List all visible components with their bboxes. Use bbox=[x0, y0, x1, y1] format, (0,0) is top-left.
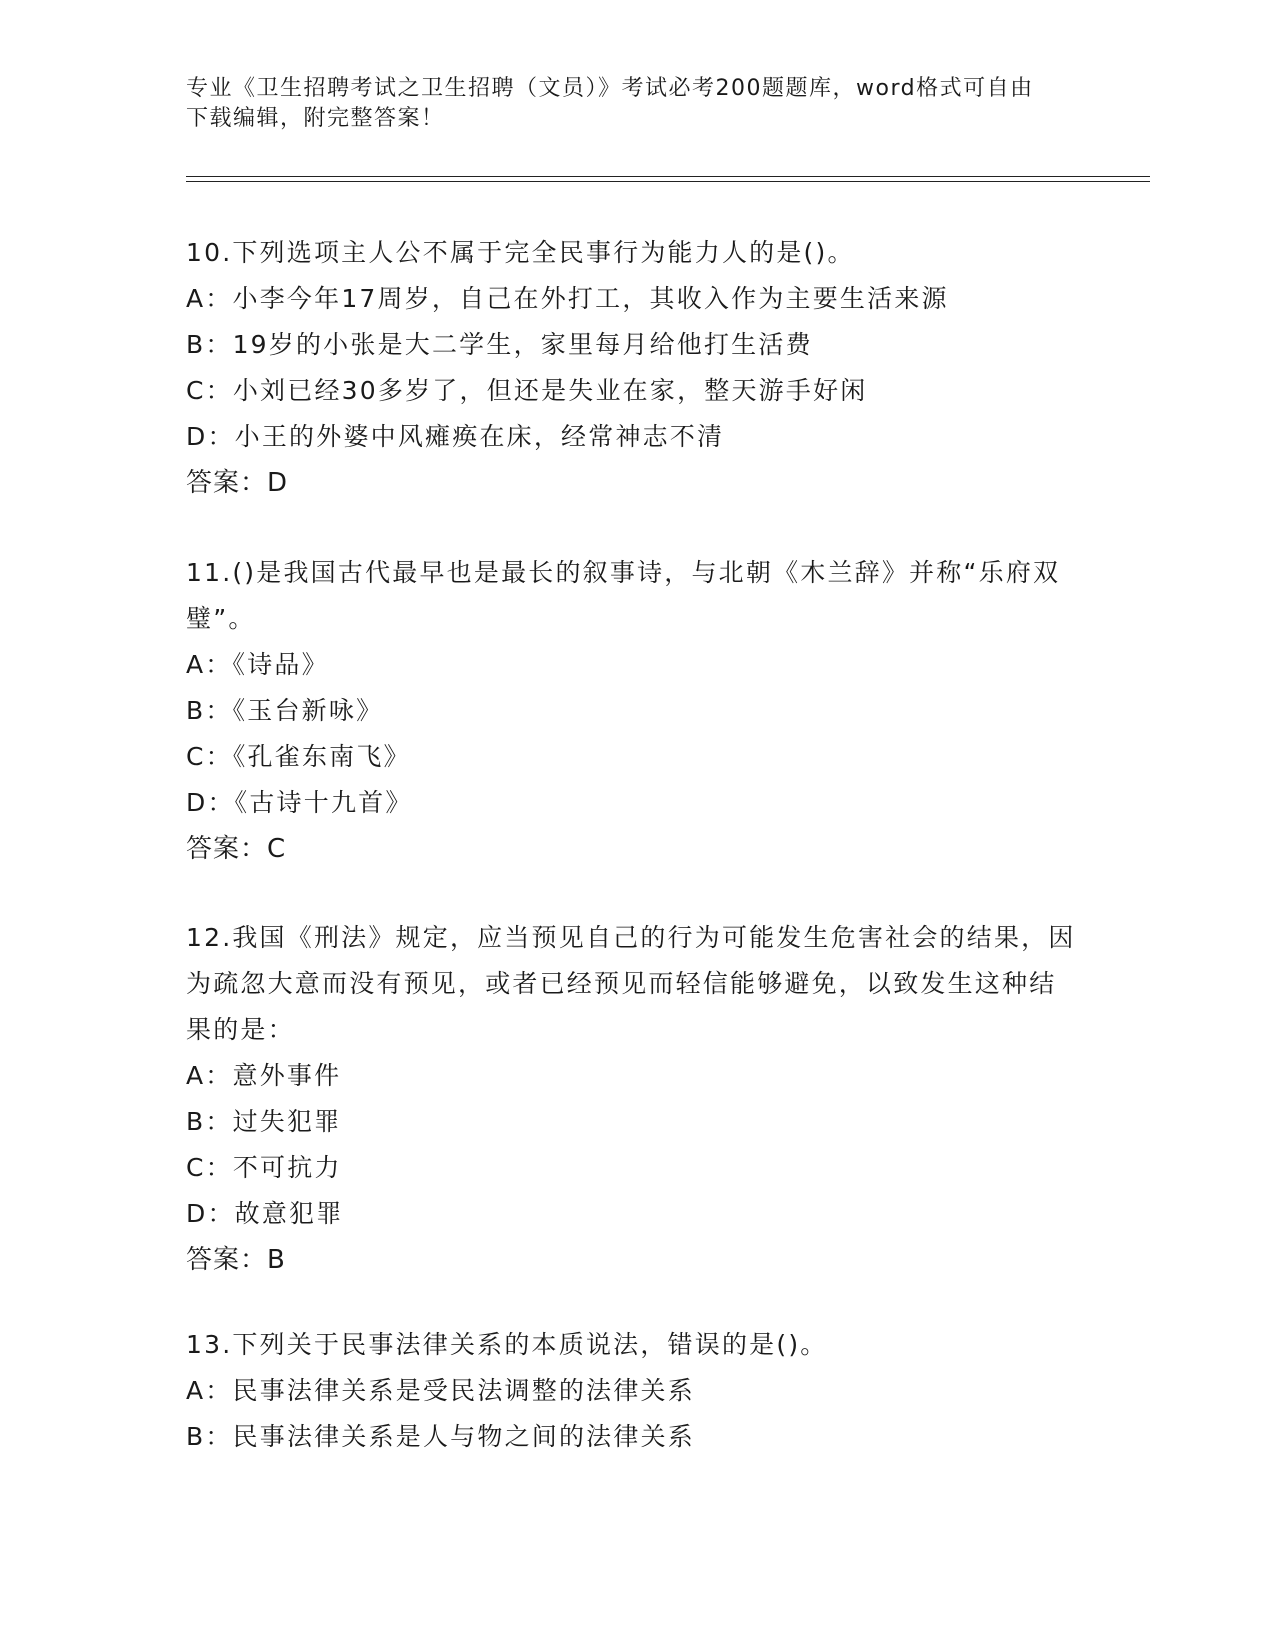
answer-line: 答案：D bbox=[186, 468, 289, 498]
option-key: C： bbox=[186, 376, 233, 405]
option-key: D： bbox=[186, 422, 235, 451]
option-text: 19岁的小张是大二学生，家里每月给他打生活费 bbox=[232, 330, 813, 359]
option-text: 小王的外婆中风瘫痪在床，经常神志不清 bbox=[234, 422, 725, 451]
question-stem: 13.下列关于民事法律关系的本质说法，错误的是()。 bbox=[186, 1330, 828, 1359]
option-text: 《玉台新咏》 bbox=[232, 696, 384, 725]
option-text: 不可抗力 bbox=[232, 1153, 342, 1182]
option-c bbox=[186, 734, 1076, 780]
option-a bbox=[186, 1053, 1076, 1099]
option-key: B： bbox=[186, 696, 233, 725]
option-key: C： bbox=[186, 1153, 233, 1182]
option-text: 民事法律关系是受民法调整的法律关系 bbox=[232, 1376, 695, 1405]
option-d bbox=[186, 780, 1076, 826]
answer-line: 答案：B bbox=[186, 1245, 286, 1275]
question-10 bbox=[186, 230, 1076, 506]
option-key: D： bbox=[186, 788, 235, 817]
option-key: A： bbox=[186, 650, 233, 679]
header-divider-bottom bbox=[186, 181, 1150, 182]
header-divider-top bbox=[186, 176, 1150, 177]
option-text: 小李今年17周岁，自己在外打工，其收入作为主要生活来源 bbox=[232, 284, 949, 313]
option-text: 过失犯罪 bbox=[232, 1107, 342, 1136]
option-c bbox=[186, 1145, 1076, 1191]
option-text: 《孔雀东南飞》 bbox=[232, 742, 411, 771]
option-d bbox=[186, 1191, 1076, 1237]
option-b bbox=[186, 1099, 1076, 1145]
question-stem: 12.我国《刑法》规定，应当预见自己的行为可能发生危害社会的结果，因为疏忽大意而没有预见，或者已经预见而轻信能够避免，以致发生这种结果的是： bbox=[186, 923, 1076, 1044]
question-stem: 11.()是我国古代最早也是最长的叙事诗，与北朝《木兰辞》并称“乐府双璧”。 bbox=[186, 558, 1061, 633]
answer-line: 答案：C bbox=[186, 834, 287, 864]
option-b bbox=[186, 1414, 1076, 1460]
question-12 bbox=[186, 915, 1076, 1283]
option-text: 《诗品》 bbox=[232, 650, 329, 679]
option-key: B： bbox=[186, 1422, 233, 1451]
option-key: A： bbox=[186, 1061, 233, 1090]
option-key: D： bbox=[186, 1199, 235, 1228]
option-text: 意外事件 bbox=[232, 1061, 342, 1090]
option-c bbox=[186, 368, 1076, 414]
option-a bbox=[186, 1368, 1076, 1414]
option-key: B： bbox=[186, 330, 233, 359]
option-key: C： bbox=[186, 742, 233, 771]
option-b bbox=[186, 322, 1076, 368]
option-a bbox=[186, 276, 1076, 322]
option-key: B： bbox=[186, 1107, 233, 1136]
option-b bbox=[186, 688, 1076, 734]
option-text: 《古诗十九首》 bbox=[234, 788, 413, 817]
option-d bbox=[186, 414, 1076, 460]
option-a bbox=[186, 642, 1076, 688]
question-11 bbox=[186, 550, 1076, 872]
option-text: 故意犯罪 bbox=[234, 1199, 344, 1228]
option-text: 小刘已经30多岁了，但还是失业在家，整天游手好闲 bbox=[232, 376, 868, 405]
option-key: A： bbox=[186, 1376, 233, 1405]
option-text: 民事法律关系是人与物之间的法律关系 bbox=[232, 1422, 695, 1451]
document-header: 专业《卫生招聘考试之卫生招聘（文员）》考试必考200题题库，word格式可自由下载编辑，附完整答案！ bbox=[186, 76, 1034, 131]
option-key: A： bbox=[186, 284, 233, 313]
question-stem: 10.下列选项主人公不属于完全民事行为能力人的是()。 bbox=[186, 238, 855, 267]
question-13 bbox=[186, 1322, 1076, 1460]
